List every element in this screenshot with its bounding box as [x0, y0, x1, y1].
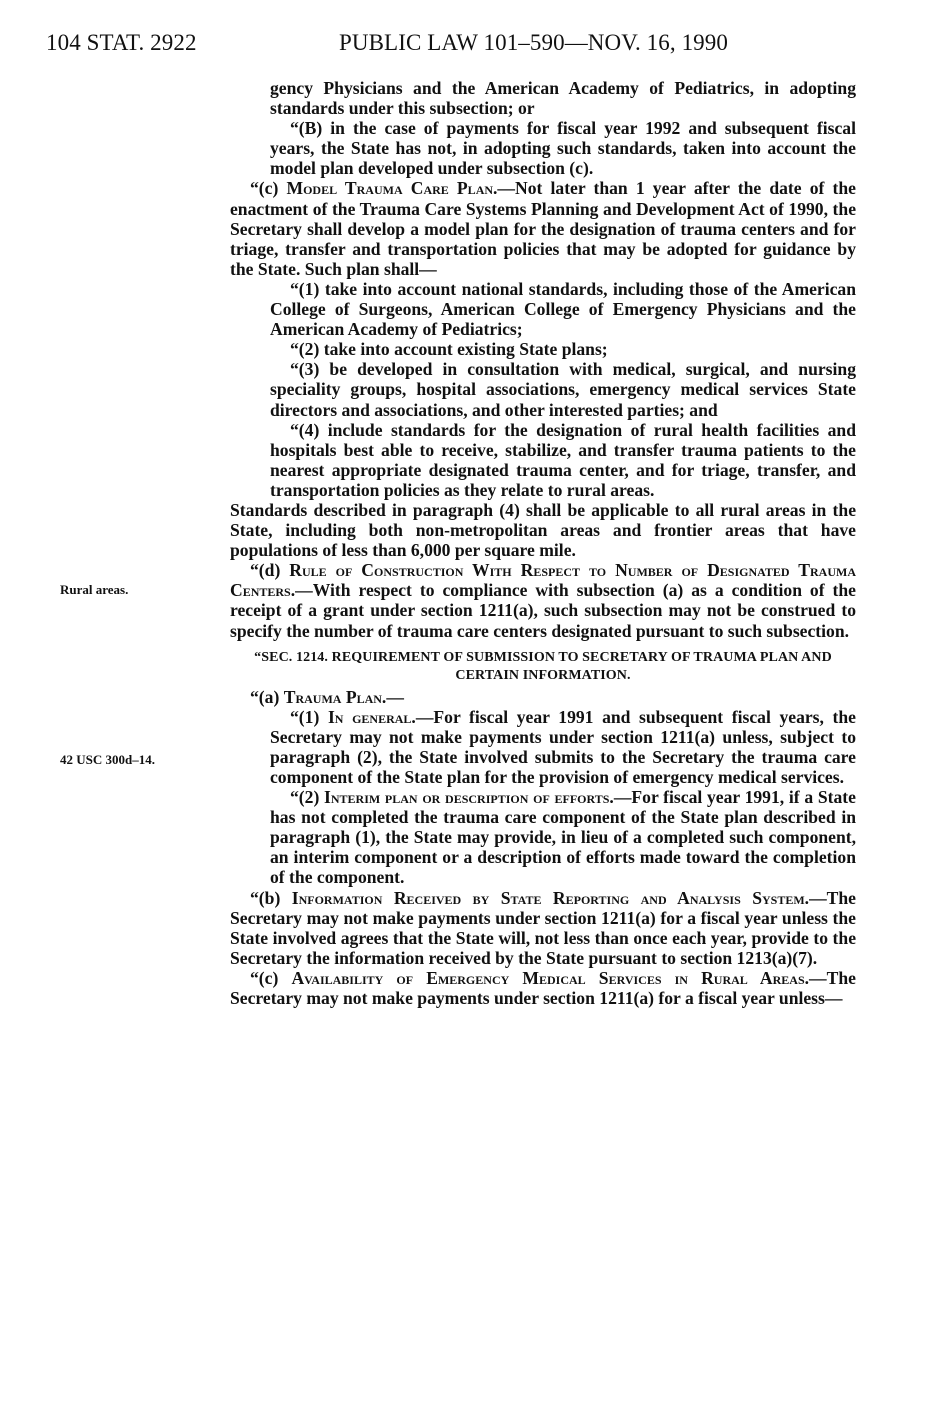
subsection-c-availability [230, 968, 856, 1008]
subsection-a-lead: “(a) [250, 686, 284, 707]
subsection-c-model-plan [230, 178, 856, 278]
paragraph-a1-in-general [230, 707, 856, 787]
subsection-a-text: — [386, 686, 404, 707]
subsection-b-lead: “(b) [250, 887, 292, 908]
subsection-c2-text: —The Secretary may not make payments under section 1211(a) for a fiscal year unless— [230, 967, 856, 1009]
subsection-b-information [230, 888, 856, 968]
subsection-b-text: —The Secretary may not make payments under section 1211(a) for a fiscal year unless the State involved agrees that the State will, not less than once each year, provide to the Secretary the information received by the State pursuant to section 1213(a)(7). [230, 887, 856, 968]
subsection-c2-lead: “(c) [250, 967, 292, 988]
paragraph-continuation: gency Physicians and the American Academy of Pediatrics, in adopting standards under this subsection; or [270, 78, 856, 119]
subsection-d-lead: “(d) [250, 560, 290, 581]
subsection-c-heading: Model Trauma Care Plan. [286, 178, 498, 199]
paragraph-a2-text: —For fiscal year 1991, if a State has not completed the trauma care component of the State plan described in paragraph (1), the State may provide, in lieu of a completed such component, an interim component or a description of efforts made toward the completion of the component. [270, 787, 856, 888]
paragraph-1: “(1) take into account national standards, including those of the American College of Surgeons, American College of Emergency Physicians and the American Academy of Pediatrics; [270, 278, 856, 340]
section-1214-heading: “SEC. 1214. REQUIREMENT OF SUBMISSION TO SECRETARY OF TRAUMA PLAN AND CERTAIN INFORMATION. [254, 649, 832, 683]
subsection-a-heading: Trauma Plan. [283, 686, 387, 707]
subsection-c-text: —Not later than 1 year after the date of the enactment of the Trauma Care Systems Planning and Development Act of 1990, the Secretary shall develop a model plan for the designation of trauma centers and for triage, transfer and transportation policies that may be adopted for guidance by the State. Such plan shall— [230, 178, 856, 279]
law-and-date: PUBLIC LAW 101–590—NOV. 16, 1990 [339, 30, 728, 55]
paragraph-a2-heading: Interim plan or description of efforts. [324, 787, 614, 808]
subsection-a-trauma-plan [230, 687, 856, 707]
paragraph-2: “(2) take into account existing State plans; [290, 339, 608, 360]
subsection-d-heading: Rule of Construction With Respect to Number of Designated Trauma Centers. [230, 560, 856, 601]
paragraph-a2-lead: “(2) [290, 787, 325, 808]
subsection-b-heading: Information Received by State Reporting and Analysis System. [291, 887, 810, 908]
paragraph-3: “(3) be developed in consultation with medical, surgical, and nursing speciality groups, hospital associations, emergency medical services State directors and associations, and other interested parties; and [270, 359, 856, 420]
rural-standards-text: Standards described in paragraph (4) shall be applicable to all rural areas in the State, including both non-metropolitan areas and frontier areas that have populations of less than 6,000 per square mile. [230, 499, 856, 561]
subsection-c-lead: “(c) [250, 178, 287, 199]
paragraph-a2-interim-plan [230, 787, 856, 887]
clause-b: “(B) in the case of payments for fiscal year 1992 and subsequent fiscal years, the State has not, in adopting such standards, taken into account the model plan developed under subsection (c). [270, 118, 856, 179]
page-reference: 104 STAT. 2922 [46, 30, 197, 55]
margin-note-usc-citation: 42 USC 300d–14. [60, 752, 155, 767]
statute-body [230, 78, 856, 1008]
subsection-c2-heading: Availability of Emergency Medical Services in Rural Areas. [291, 967, 810, 988]
subsection-d-rule [230, 560, 856, 640]
paragraph-4: “(4) include standards for the designation of rural health facilities and hospitals best able to receive, stabilize, and transfer trauma patients to the nearest appropriate designated trauma center, and for triage, transfer, and transportation policies as they relate to rural areas. [270, 419, 856, 500]
paragraph-a1-lead: “(1) [290, 706, 328, 727]
margin-note-rural-areas: Rural areas. [60, 582, 129, 597]
paragraph-a1-text: —For fiscal year 1991 and subsequent fiscal years, the Secretary may not make payments under section 1211(a) unless, subject to paragraph (2), the State involved submits to the Secretary the trauma care component of the State plan for the provision of emergency medical services. [270, 706, 856, 787]
paragraph-a1-heading: In general. [327, 706, 416, 727]
subsection-d-text: —With respect to compliance with subsection (a) as a condition of the receipt of a grant under section 1211(a), such subsection may not be construed to specify the number of trauma care centers designated pursuant to such subsection. [230, 580, 856, 641]
